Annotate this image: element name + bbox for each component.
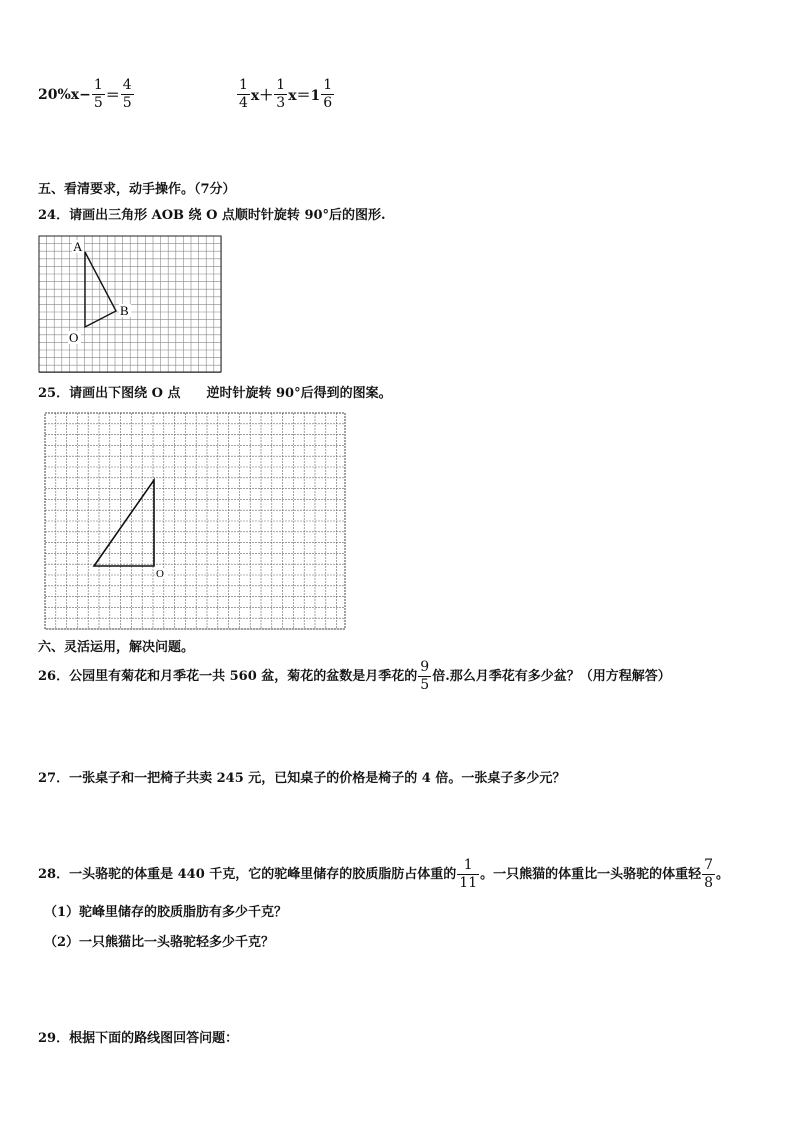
numerator: 1 (93, 77, 103, 93)
numerator: 1 (276, 77, 286, 93)
question-26-text-end: 倍.那么月季花有多少盆？（用方程解答） (432, 668, 671, 684)
question-28 (38, 858, 729, 891)
question-26-text: 26．公园里有菊花和月季花一共 560 盆，菊花的盆数是月季花的 (38, 668, 418, 684)
denominator: 6 (323, 95, 333, 111)
numerator: 1 (463, 857, 473, 873)
fraction (121, 78, 134, 111)
question-24-text: 24．请画出三角形 AOB 绕 O 点顺时针旋转 90°后的图形. (38, 208, 386, 223)
numerator: 4 (122, 77, 132, 93)
numerator: 1 (323, 77, 333, 93)
denominator: 8 (704, 875, 714, 891)
question-28-text-end: 。 (716, 866, 730, 882)
question-28-sub-1: （1）驼峰里储存的胶质脂肪有多少千克？ (44, 905, 288, 920)
equation-2-term: x＝1 (288, 87, 321, 104)
fraction (274, 78, 287, 111)
fraction (418, 660, 431, 693)
question-26 (38, 660, 671, 693)
right-triangle (94, 480, 154, 566)
denominator: 4 (239, 95, 248, 111)
numerator: 9 (420, 659, 430, 675)
fraction (702, 858, 715, 891)
fraction (321, 78, 334, 111)
point-b-label: B (120, 303, 129, 318)
equation-1-prefix: 20%x− (38, 86, 91, 103)
grid (45, 413, 345, 629)
point-o-label: O (69, 330, 79, 345)
question-27-text: 27．一张桌子和一把椅子共卖 245 元，已知桌子的价格是椅子的 4 倍。一张桌子多少元？ (38, 771, 566, 786)
numerator: 7 (704, 857, 714, 873)
question-24-grid-figure (38, 235, 222, 373)
equation-2 (236, 78, 335, 111)
question-28-text: 28．一头骆驼的体重是 440 千克，它的驼峰里储存的胶质脂肪占体重的 (38, 866, 457, 882)
denominator: 5 (420, 677, 430, 693)
denominator: 3 (276, 95, 286, 111)
denominator: 5 (93, 95, 103, 111)
equation-2-term: x＋ (250, 87, 274, 104)
question-28-text-middle: 。一只熊猫的体重比一头骆驼的体重轻 (480, 866, 702, 882)
point-o-label: O (156, 568, 164, 580)
denominator: 5 (122, 95, 132, 111)
question-28-sub-2: （2）一只熊猫比一头骆驼轻多少千克？ (44, 935, 275, 950)
denominator: 11 (459, 875, 478, 891)
numerator: 1 (239, 77, 248, 93)
fraction (457, 858, 479, 891)
fraction (92, 78, 105, 111)
section-5-title: 五、看清要求，动手操作。（7分） (38, 182, 236, 197)
question-29-text: 29．根据下面的路线图回答问题： (38, 1031, 239, 1046)
point-a-label: A (73, 239, 83, 254)
question-25-text: 25．请画出下图绕 O 点 逆时针旋转 90°后得到的图案。 (38, 386, 392, 401)
equation-1 (38, 78, 135, 111)
equals-sign: ＝ (105, 87, 120, 104)
section-6-title: 六、灵活运用，解决问题。 (38, 640, 195, 655)
question-25-grid-figure (44, 412, 346, 630)
fraction (237, 78, 250, 111)
